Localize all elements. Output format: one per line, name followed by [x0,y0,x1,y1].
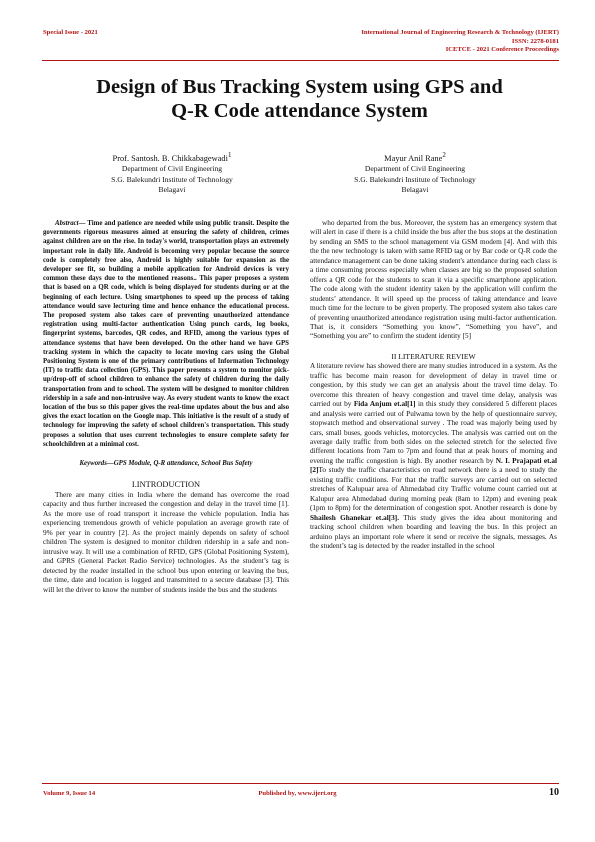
citation-prajapati: N. I. Prajapati et.al [2] [310,456,557,475]
paper-title-line-1: Design of Bus Tracking System using GPS and [96,76,503,98]
author-city-2: Belagavi [401,185,429,195]
header-divider [42,60,559,61]
citation-ghanekar: Shailesh Ghanekar et.al[3]. [310,513,400,522]
header-conference: ICETCE - 2021 Conference Proceedings [445,46,559,54]
section-heading-introduction: I.INTRODUCTION [131,479,201,489]
author-department-1: Department of Civil Engineering [121,164,223,174]
author-institute-2: S.G. Balekundri Institute of Technology [354,174,476,184]
introduction-paragraph: There are many cities in India where the demand has overcome the road capacity and thus further increased the congestion and delay in the travel time [1]. As the more use of road transport it increase the vehicle population. India has experiencing tremendous growth of vehicle population an average growth rate of 9% per year in country [2]. As the project mainly depends on safety of school children The system is designed to monitor children ridership in a safe and non-intrusive way. It will use a combination of RFID, GPS (Global Positioning System), and GPRS (General Packet Radio Service) technologies. As the student’s tag is detected by the reader installed in the school bus upon entering or leaving the bus, the time, date and location is logged and transmitted to a secure database [3]. This will let the driver to know the number of students inside the bus and the students [43,490,289,594]
header-issn: ISSN: 2278-0181 [511,37,559,45]
introduction-continued-paragraph: who departed from the bus. Moreover, the system has an emergency system that will alert in case if there is a child inside the bus after the bus stops at the destination by sending an SMS to the school management via GSM modem [4]. And with this the the new technology is taken with same RFID tag or by Bar code or Q-R code the attendance management can be done taking student's attendance during each class is a time consuming process especially when classes are big so the proposed solution offers a QR code for the students to scan it via a specific smartphone application. The code along with the student identity taken by the application will confirm the students’ attendance. It will speed up the process of taking attendance and leave much time for the lecture to be given properly. The proposed system also takes care of preventing unauthorized attendance registration using multi-factor authentication. That is, it considers “Something you know”, “Something you have”, and “Something you are” to confirm the student identity [5] [310,219,557,341]
header-special-issue: Special Issue - 2021 [43,29,98,36]
keywords: Keywords—GPS Module, Q-R attendance, School Bus Safety [79,460,253,468]
footer-divider [42,783,559,784]
author-city-1: Belagavi [158,185,186,195]
author-institute-1: S.G. Balekundri Institute of Technology [111,174,233,184]
author-department-2: Department of Civil Engineering [364,164,466,174]
author-name-2: Mayur Anil Rane$^2$ [384,151,446,163]
paper-title-line-2: Q-R Code attendance System [171,100,428,122]
page-number: 10 [549,787,559,798]
literature-review-paragraph: A literature review has showed there are many studies introduced in a system. As the traffic has become main reason for development of delay in travel time or congestion, by this study we can get an analysis about the travel time delay. To overcome this threaten of heavy congestion and travel time delay, analysis was carried out by Fida Anjum et.al[1] in this study they considered 5 different places and analysis were carried out of Pulwama town by the help of questionnaire survey, stopwatch method and observational survey . The road was majorly being used by cars, small buses, goods vehicles, motorcycles. The analysis was carried out on the average daily traffic from both sides on the selected stretch for the selected five different locations from 7am to 7pm and found that at peak hours of morning and evening the traffic congestion is high. By another research by N. I. Prajapati et.al [2]To study the traffic characteristics on road network there is a need to study the existing traffic conditions. For that the traffic surveys are carried out on selected stretches of Kalupuar area of Ahmedabad city Traffic volume count carried out at Kalupur area Ahmedabad during morning peak (8am to 12pm) and evening peak (1pm to 8pm) for the determination of congestion spot. Another research is done by Shailesh Ghanekar et.al[3]. This study gives the idea about monitoring and tracking school children when boarding and leaving the bus. In this project an arduino plays an important role where it send or receive the signals, messages. As the student’s tag is detected by the reader installed in the school [310,362,557,550]
right-column [310,219,557,551]
citation-fida-anjum: Fida Anjum et.al[1] [353,400,416,409]
header-journal-name: International Journal of Engineering Research & Technology (IJERT) [361,29,559,36]
section-heading-literature-review: II LITERATURE REVIEW [391,351,476,361]
header-journal-block [361,29,559,55]
author-name-1: Prof. Santosh. B. Chikkabagewadi$^1$ [112,151,232,163]
paper-title [40,75,559,123]
author-block-1 [72,150,272,195]
footer-volume: Volume 9, Issue 14 [43,790,96,797]
author-block-2 [315,150,515,195]
abstract: Abstract— Time and patience are needed while using public transit. Despite the governments rigorous measures aimed at ensuring the safety of children, crimes against children are on the rise. In today's world, transportation plays an extremely important role in daily life. Android is becoming very popular because the source code is completely free also, Android is highly suitable for expansion as the developer see fit, so building a mobile application for Android devices is very common these days due to the mentioned reasons.. This paper proposes a system that is based on a QR code, which is being displayed for students during or at the beginning of each lecture. Using smartphones to speed up the process of taking attendance would save lecturing time and hence enhance the educational process. The proposed system also takes care of preventing unauthorized attendance registration using multi-factor authentication Using punch cards, log books, fingerprint systems, barcodes, QR codes, and RFID, among the various types of attendance systems that have been developed. On the other hand we have GPS tracking system in which the capacity to locate moving cars using the Global Positioning System is one of the primary contributions of Information Technology (IT) to traffic data collection (GPS). This paper presents a system to monitor pick-up/drop-off of school children to enhance the safety of children during the daily transportation from and to school. The system will be designed to monitor children ridership in a safe and non-intrusive way. As every student wants to know the exact location of the bus so this paper gives the real-time updates about the bus and also gives the exact location on the Google map. This initiative is the result of a study of technology for improving the safety of school children's transportation. This study proposes a solution that uses current technologies to ensure complete safety for schoolchildren at a minimal cost. [43,220,289,448]
footer-published-by: Published by, www.ijert.org [258,790,337,797]
left-column [43,219,289,595]
